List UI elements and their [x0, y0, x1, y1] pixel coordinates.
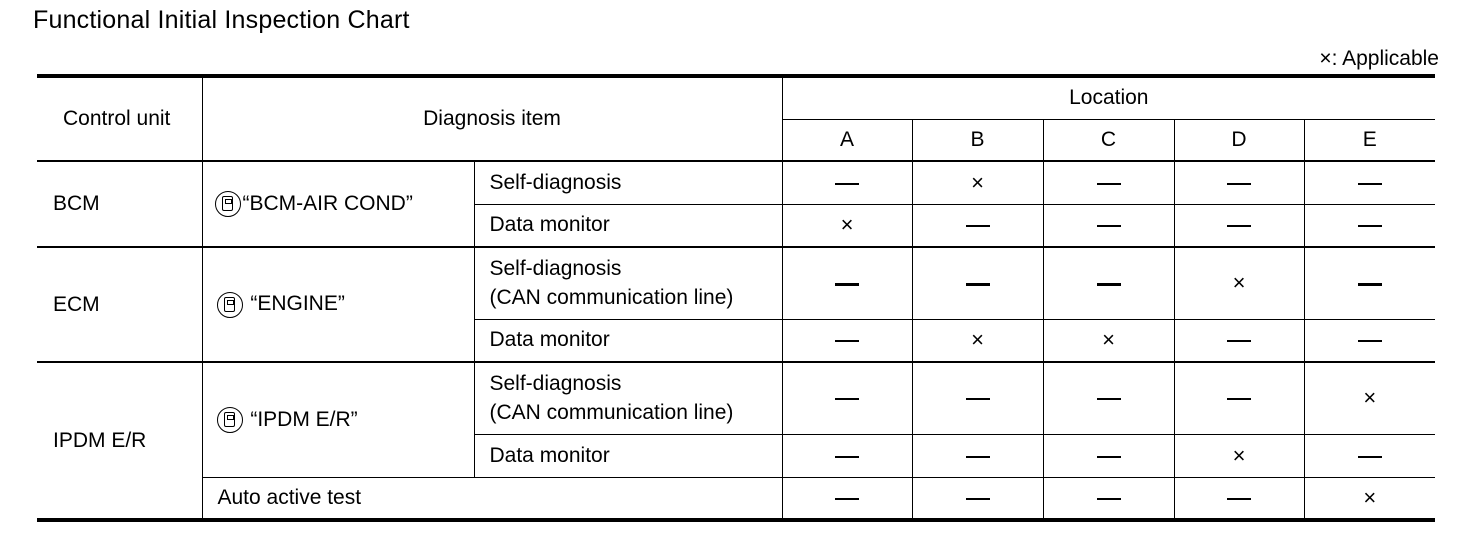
header-location-c: C — [1043, 119, 1174, 161]
control-unit-bcm: BCM — [37, 161, 202, 247]
applicable-mark: × — [971, 327, 984, 353]
not-applicable-mark — [966, 225, 990, 227]
header-location-e: E — [1304, 119, 1435, 161]
not-applicable-mark — [1097, 283, 1121, 286]
mark-cell — [782, 319, 912, 362]
mark-cell — [1174, 434, 1304, 477]
diagnosis-item-ipdm — [202, 362, 474, 477]
not-applicable-mark — [1097, 498, 1121, 500]
not-applicable-mark — [1227, 398, 1251, 400]
not-applicable-mark — [1097, 183, 1121, 185]
not-applicable-mark — [1097, 225, 1121, 227]
mark-cell — [782, 477, 912, 520]
inspection-table — [37, 74, 1435, 522]
not-applicable-mark — [1227, 340, 1251, 342]
page-title: Functional Initial Inspection Chart — [33, 6, 410, 34]
sub-item-line: (CAN communication line) — [489, 286, 734, 310]
mark-cell — [782, 247, 912, 319]
not-applicable-mark — [966, 398, 990, 400]
sub-item-line: (CAN communication line) — [489, 401, 734, 425]
mark-cell — [1043, 319, 1174, 362]
mark-cell — [1174, 477, 1304, 520]
not-applicable-mark — [1227, 498, 1251, 500]
not-applicable-mark — [1227, 225, 1251, 227]
mark-cell — [782, 362, 912, 434]
not-applicable-mark — [1227, 183, 1251, 185]
mark-cell — [1304, 434, 1435, 477]
not-applicable-mark — [835, 183, 859, 185]
bcm-self-diagnosis: Self-diagnosis — [474, 161, 782, 204]
mark-cell — [1304, 247, 1435, 319]
not-applicable-mark — [835, 456, 859, 458]
not-applicable-mark — [966, 456, 990, 458]
not-applicable-mark — [835, 340, 859, 342]
mark-cell — [1174, 161, 1304, 204]
mark-cell — [1043, 161, 1174, 204]
not-applicable-mark — [1358, 340, 1382, 342]
diagnosis-item-label: “IPDM E/R” — [244, 407, 358, 431]
legend-note: ×: Applicable — [1319, 47, 1439, 70]
not-applicable-mark — [1358, 283, 1382, 286]
mark-cell — [912, 434, 1043, 477]
diagnosis-item-ecm — [202, 247, 474, 362]
mark-cell — [1043, 434, 1174, 477]
not-applicable-mark — [835, 398, 859, 400]
mark-cell — [1043, 247, 1174, 319]
applicable-mark: × — [840, 212, 854, 238]
consult-icon — [217, 292, 243, 318]
mark-cell — [912, 247, 1043, 319]
not-applicable-mark — [1097, 456, 1121, 458]
ipdm-auto-active-test: Auto active test — [202, 477, 782, 520]
ecm-data-monitor: Data monitor — [474, 319, 782, 362]
mark-cell — [1043, 362, 1174, 434]
header-diagnosis-item: Diagnosis item — [202, 76, 782, 161]
bcm-data-monitor: Data monitor — [474, 204, 782, 247]
not-applicable-mark — [835, 498, 859, 500]
applicable-mark: × — [1363, 385, 1377, 411]
mark-cell — [1304, 362, 1435, 434]
mark-cell — [1174, 362, 1304, 434]
consult-icon — [217, 407, 243, 433]
control-unit-ecm: ECM — [37, 247, 202, 362]
mark-cell — [912, 319, 1043, 362]
not-applicable-mark — [835, 283, 859, 286]
applicable-mark: × — [1363, 484, 1377, 510]
not-applicable-mark — [1358, 183, 1382, 185]
mark-cell — [912, 362, 1043, 434]
mark-cell — [782, 161, 912, 204]
mark-cell — [912, 161, 1043, 204]
not-applicable-mark — [1358, 456, 1382, 458]
mark-cell — [912, 204, 1043, 247]
consult-icon — [215, 191, 241, 217]
not-applicable-mark — [966, 283, 990, 286]
header-location-a: A — [782, 119, 912, 161]
mark-cell — [1174, 247, 1304, 319]
header-location-b: B — [912, 119, 1043, 161]
header-control-unit: Control unit — [37, 76, 202, 161]
control-unit-ipdm: IPDM E/R — [37, 362, 202, 520]
applicable-mark: × — [1232, 270, 1246, 296]
diagnosis-item-label: “ENGINE” — [244, 292, 345, 316]
applicable-mark: × — [1102, 327, 1115, 353]
mark-cell — [1304, 161, 1435, 204]
not-applicable-mark — [1358, 225, 1382, 227]
diagnosis-item-bcm — [202, 161, 474, 247]
ecm-self-diagnosis — [474, 247, 782, 319]
mark-cell — [1043, 204, 1174, 247]
not-applicable-mark — [1097, 398, 1121, 400]
header-location: Location — [782, 76, 1435, 119]
not-applicable-mark — [966, 498, 990, 500]
mark-cell — [1304, 204, 1435, 247]
diagnosis-item-label: “BCM-AIR COND” — [242, 191, 413, 215]
ipdm-self-diagnosis — [474, 362, 782, 434]
mark-cell — [912, 477, 1043, 520]
applicable-mark: × — [1232, 442, 1246, 468]
sub-item-line: Self-diagnosis — [489, 257, 622, 281]
mark-cell — [1304, 319, 1435, 362]
mark-cell — [1304, 477, 1435, 520]
mark-cell — [1043, 477, 1174, 520]
header-location-d: D — [1174, 119, 1304, 161]
ipdm-data-monitor: Data monitor — [474, 434, 782, 477]
mark-cell — [1174, 204, 1304, 247]
mark-cell — [782, 434, 912, 477]
sub-item-line: Self-diagnosis — [489, 372, 622, 396]
applicable-mark: × — [971, 169, 984, 195]
mark-cell — [782, 204, 912, 247]
mark-cell — [1174, 319, 1304, 362]
